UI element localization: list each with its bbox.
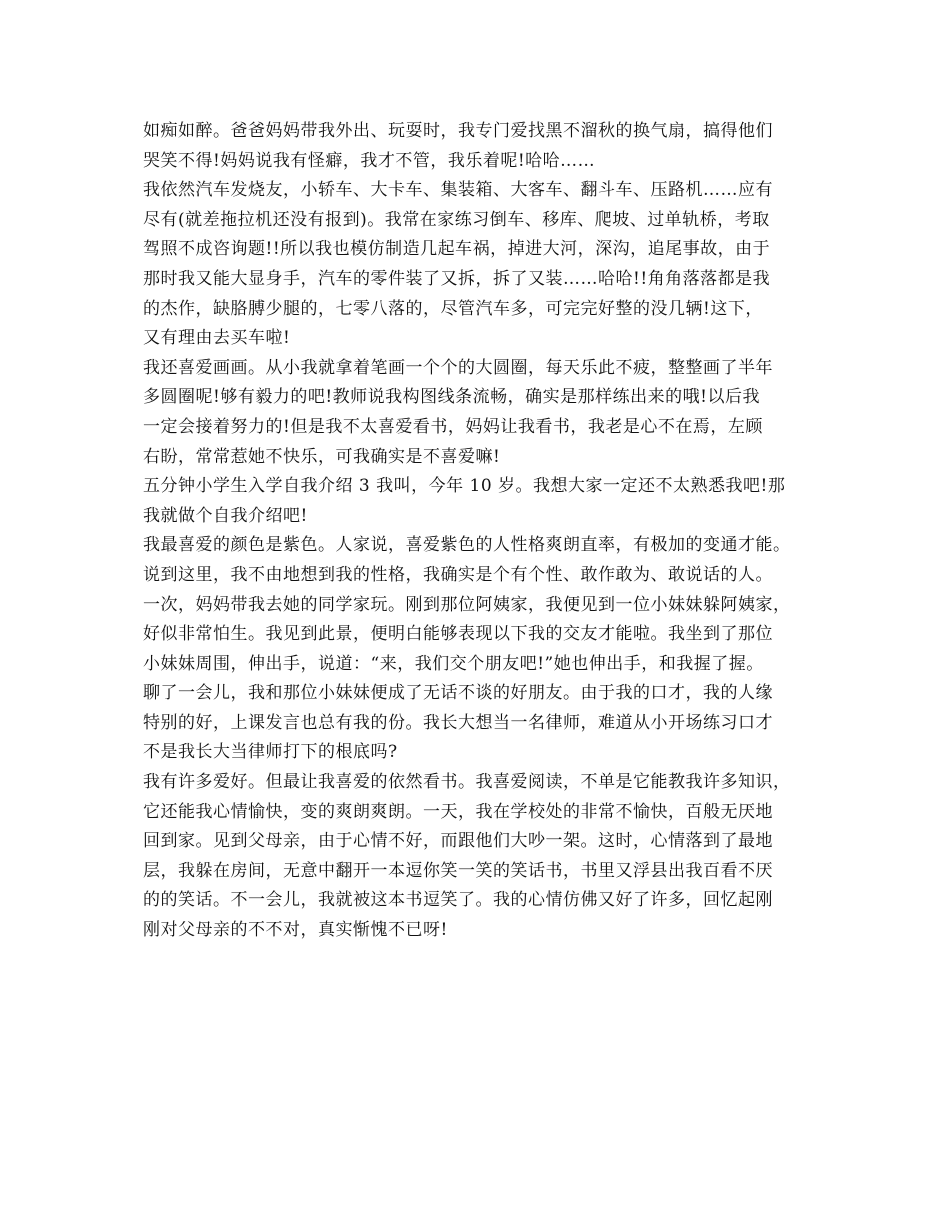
text-line: 多圆圈呢!够有毅力的吧!教师说我构图线条流畅，确实是那样练出来的哦!以后我: [143, 387, 760, 408]
text-line: 驾照不成咨询题!!所以我也模仿制造几起车祸，掉进大河，深沟，追尾事故，由于: [143, 239, 771, 260]
text-line: 的的笑话。不一会儿，我就被这本书逗笑了。我的心情仿佛又好了许多，回忆起刚: [143, 890, 773, 911]
text-line: 一定会接着努力的!但是我不太喜爱看书，妈妈让我看书，我老是心不在焉，左顾: [143, 416, 763, 437]
text-line: 好似非常怕生。我见到此景，便明白能够表现以下我的交友才能啦。我坐到了那位: [143, 624, 773, 645]
text-line: 说到这里，我不由地想到我的性格，我确实是个有个性、敢作敢为、敢说话的人。: [143, 564, 773, 585]
text-line: 它还能我心情愉快，变的爽朗爽朗。一天，我在学校处的非常不愉快，百般无厌地: [143, 801, 773, 822]
text-line: 一次，妈妈带我去她的同学家玩。刚到那位阿姨家，我便见到一位小妹妹躲阿姨家，: [143, 594, 791, 615]
text-line: 特别的好，上课发言也总有我的份。我长大想当一名律师，难道从小开场练习口才: [143, 712, 773, 733]
document-body: [143, 117, 833, 946]
text-line: 我就做个自我介绍吧!: [143, 505, 308, 526]
text-line: 右盼，常常惹她不快乐，可我确实是不喜爱嘛!: [143, 446, 501, 467]
text-line: 小妹妹周围，伸出手，说道：“来，我们交个朋友吧!”她也伸出手，和我握了握。: [143, 653, 764, 674]
text-line: 的杰作，缺胳膊少腿的，七零八落的，尽管汽车多，可完完好整的没几辆!这下，: [143, 298, 763, 319]
text-line: 不是我长大当律师打下的根底吗?: [143, 742, 398, 763]
text-line: 层，我躲在房间，无意中翻开一本逗你笑一笑的笑话书，书里又浮县出我百看不厌: [143, 860, 773, 881]
text-line: 又有理由去买车啦!: [143, 328, 291, 349]
text-line: 如痴如醉。爸爸妈妈带我外出、玩耍时，我专门爱找黑不溜秋的换气扇，搞得他们: [143, 121, 773, 141]
text-line: 尽有(就差拖拉机还没有报到)。我常在家练习倒车、移库、爬坡、过单轨桥，考取: [143, 209, 770, 230]
text-line: 刚对父母亲的不不对，真实惭愧不已呀!: [143, 920, 448, 941]
text-line: 我还喜爱画画。从小我就拿着笔画一个个的大圆圈，每天乐此不疲，整整画了半年: [143, 357, 773, 378]
text-line: 我有许多爱好。但最让我喜爱的依然看书。我喜爱阅读，不单是它能教我许多知识，: [143, 772, 791, 793]
text-line: 回到家。见到父母亲，由于心情不好，而跟他们大吵一架。这时，心情落到了最地: [143, 831, 773, 852]
text-line: 我最喜爱的颜色是紫色。人家说，喜爱紫色的人性格爽朗直率，有极加的变通才能。: [143, 535, 791, 556]
text-line: 那时我又能大显身手，汽车的零件装了又拆，拆了又装……哈哈!!角角落落都是我: [143, 268, 771, 289]
text-line: 五分钟小学生入学自我介绍 3 我叫，今年 10 岁。我想大家一定还不太熟悉我吧!那: [143, 476, 786, 497]
text-line: 聊了一会儿，我和那位小妹妹便成了无话不谈的好朋友。由于我的口才，我的人缘: [143, 683, 773, 704]
text-line: 哭笑不得!妈妈说我有怪癖，我才不管，我乐着呢!哈哈……: [143, 150, 596, 171]
text-line: 我依然汽车发烧友，小轿车、大卡车、集装箱、大客车、翻斗车、压路机……应有: [143, 180, 773, 201]
